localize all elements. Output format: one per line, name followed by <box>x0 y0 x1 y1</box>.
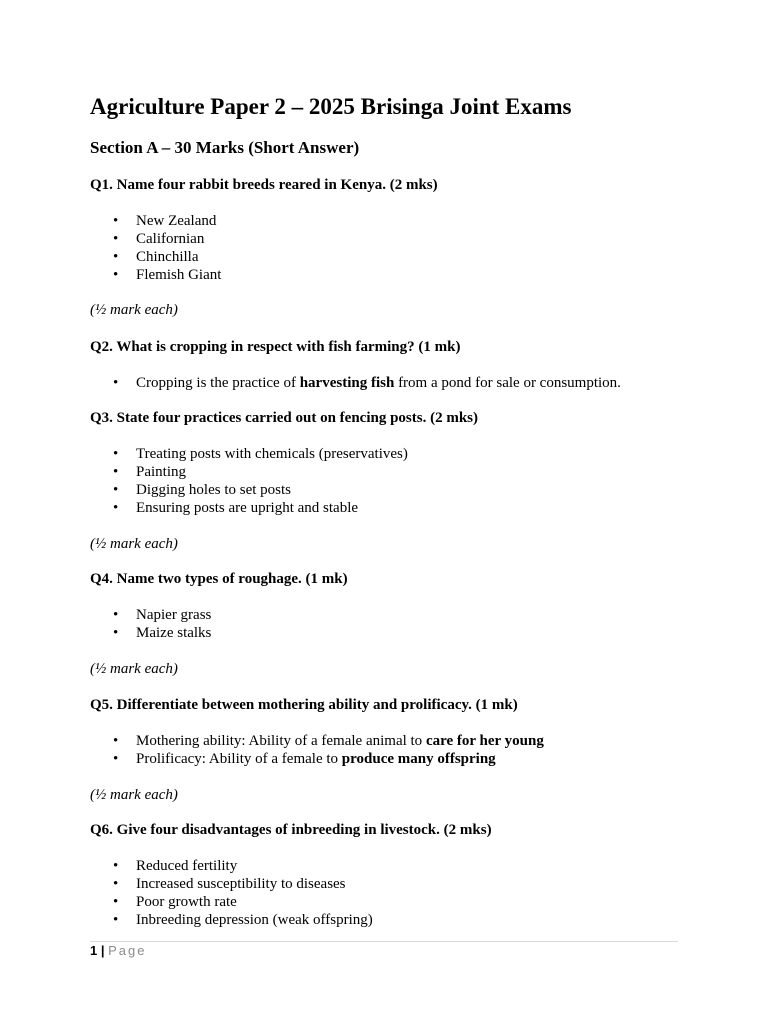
mark-note-3: (½ mark each) <box>90 536 178 552</box>
bullet-icon: • <box>113 446 119 462</box>
question-2: Q2. What is cropping in respect with fish farming? (1 mk) <box>90 339 461 355</box>
list-item: • Painting <box>113 464 187 480</box>
mark-note-1: (½ mark each) <box>90 302 178 318</box>
bullet-icon: • <box>113 375 119 391</box>
list-item: • Digging holes to set posts <box>113 482 292 498</box>
document-title: Agriculture Paper 2 – 2025 Brisinga Joint Exams <box>90 94 572 119</box>
answer-list-4 <box>90 606 211 642</box>
bullet-icon: • <box>113 607 119 623</box>
bullet-icon: • <box>113 231 119 247</box>
bullet-icon: • <box>113 876 119 892</box>
list-item: • Poor growth rate <box>113 894 237 910</box>
list-item: • Mothering ability: Ability of a female animal to care for her young <box>113 733 544 749</box>
question-1: Q1. Name four rabbit breeds reared in Kenya. (2 mks) <box>90 177 438 193</box>
mark-note-5: (½ mark each) <box>90 787 178 803</box>
bullet-icon: • <box>113 894 119 910</box>
bullet-icon: • <box>113 500 119 516</box>
list-item: • Prolificacy: Ability of a female to produce many offspring <box>113 751 496 767</box>
page-footer <box>90 943 147 959</box>
answer-list-2 <box>90 374 621 392</box>
answer-list-1 <box>90 212 221 284</box>
list-item: • Flemish Giant <box>113 267 222 283</box>
bullet-icon: • <box>113 464 119 480</box>
list-item: • New Zealand <box>113 213 217 229</box>
page-number: 1 <box>90 943 98 958</box>
bullet-icon: • <box>113 249 119 265</box>
bullet-icon: • <box>113 625 119 641</box>
answer-list-5 <box>90 732 544 768</box>
bullet-icon: • <box>113 267 119 283</box>
list-item: • Cropping is the practice of harvesting fish from a pond for sale or consumption. <box>113 375 621 391</box>
answer-list-3 <box>90 445 408 517</box>
bullet-icon: • <box>113 912 119 928</box>
list-item: • Treating posts with chemicals (preservatives) <box>113 446 408 462</box>
bullet-icon: • <box>113 858 119 874</box>
question-4: Q4. Name two types of roughage. (1 mk) <box>90 571 348 587</box>
footer-separator: | <box>100 943 105 958</box>
list-item: • Reduced fertility <box>113 858 238 874</box>
list-item: • Maize stalks <box>113 625 212 641</box>
section-heading: Section A – 30 Marks (Short Answer) <box>90 138 360 157</box>
question-6: Q6. Give four disadvantages of inbreeding in livestock. (2 mks) <box>90 822 492 838</box>
page-label: Page <box>108 943 147 958</box>
footer-divider <box>90 941 678 942</box>
question-5: Q5. Differentiate between mothering ability and prolificacy. (1 mk) <box>90 697 518 713</box>
answer-list-6 <box>90 857 373 929</box>
list-item: • Inbreeding depression (weak offspring) <box>113 912 373 928</box>
list-item: • Ensuring posts are upright and stable <box>113 500 359 516</box>
question-3: Q3. State four practices carried out on fencing posts. (2 mks) <box>90 410 479 426</box>
bullet-icon: • <box>113 751 119 767</box>
mark-note-4: (½ mark each) <box>90 661 178 677</box>
bullet-icon: • <box>113 213 119 229</box>
list-item: • Californian <box>113 231 205 247</box>
list-item: • Increased susceptibility to diseases <box>113 876 346 892</box>
bullet-icon: • <box>113 482 119 498</box>
list-item: • Napier grass <box>113 607 212 623</box>
bullet-icon: • <box>113 733 119 749</box>
list-item: • Chinchilla <box>113 249 199 265</box>
